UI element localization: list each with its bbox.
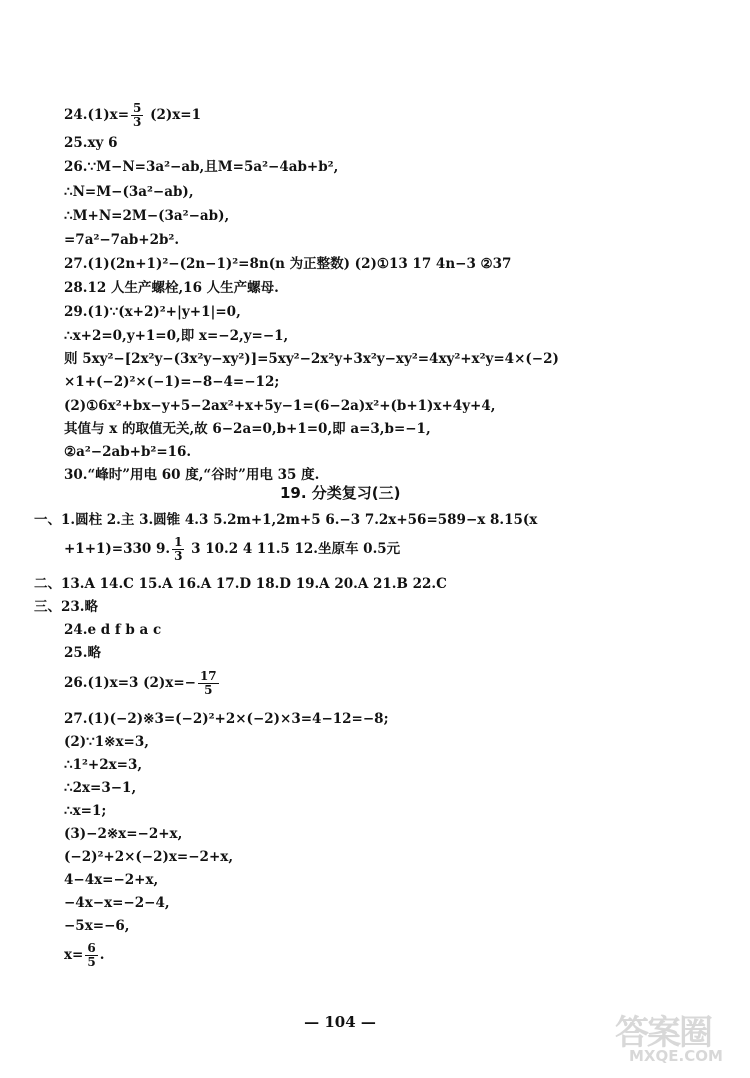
answer-29-line6: 其值与 x 的取值无关,故 6−2a=0,b+1=0,即 a=3,b=−1, [64, 421, 431, 437]
numerator: 17 [199, 669, 217, 683]
answer-27b-line9: −4x−x=−2−4, [64, 895, 170, 911]
denominator: 3 [133, 115, 142, 129]
answer-27b-line6: (3)−2※x=−2+x, [64, 826, 183, 842]
answer-27b-line5: ∴x=1; [64, 803, 107, 819]
answer-28: 28.12 人生产螺栓,16 人生产螺母. [64, 280, 279, 296]
answer-25b: 25.略 [64, 645, 101, 661]
answer-30: 30.“峰时”用电 60 度,“谷时”用电 35 度. [64, 467, 320, 483]
answer-27b-line11 [64, 942, 104, 969]
section-title: 19. 分类复习(三) [280, 484, 401, 502]
denominator: 5 [204, 683, 213, 697]
answer-29-line1: 29.(1)∵(x+2)²+|y+1|=0, [64, 304, 241, 320]
part1-line1: 一、1.圆柱 2.主 3.圆锥 4.3 5.2m+1,2m+5 6.−3 7.2x+56=589−x 8.15(x [34, 512, 538, 528]
answer-26b [64, 670, 221, 697]
answer-29-line5: (2)①6x²+bx−y+5−2ax²+x+5y−1=(6−2a)x²+(b+1)x+4y+4, [64, 398, 496, 414]
part3-q23: 三、23.略 [34, 599, 98, 615]
denominator: 5 [87, 955, 96, 969]
answer-text: +1+1)=330 9. [64, 541, 171, 557]
answer-27b-line2: (2)∵1※x=3, [64, 734, 149, 750]
answer-text: . [99, 947, 105, 963]
answer-26-line2: ∴N=M−(3a²−ab), [64, 184, 194, 200]
answer-text: 24.(1)x= [64, 107, 130, 123]
answer-24b: 24.e d f b a c [64, 622, 162, 638]
numerator: 1 [174, 535, 183, 549]
numerator: 6 [87, 941, 96, 955]
answer-text: x= [64, 947, 84, 963]
numerator: 5 [133, 101, 142, 115]
answer-27b-line10: −5x=−6, [64, 918, 130, 934]
fraction [172, 536, 184, 563]
answer-29-line4: ×1+(−2)²×(−1)=−8−4=−12; [64, 374, 280, 390]
answer-text: 3 10.2 4 11.5 12.坐原车 0.5元 [186, 541, 401, 557]
fraction [131, 102, 143, 129]
answer-26-line3: ∴M+N=2M−(3a²−ab), [64, 208, 230, 224]
part1-line2 [64, 536, 400, 563]
answer-27b-line4: ∴2x=3−1, [64, 780, 137, 796]
answer-25: 25.xy 6 [64, 135, 118, 151]
answer-24 [64, 102, 201, 129]
answer-27b-line8: 4−4x=−2+x, [64, 872, 159, 888]
watermark-line1: 答案圈 [615, 1013, 711, 1053]
answer-29-line7: ②a²−2ab+b²=16. [64, 444, 192, 460]
answer-text: (2)x=1 [145, 107, 201, 123]
denominator: 3 [174, 549, 183, 563]
answer-27b-line3: ∴1²+2x=3, [64, 757, 143, 773]
fraction [198, 670, 219, 697]
part2-choices: 二、13.A 14.C 15.A 16.A 17.D 18.D 19.A 20.A 21.B 22.C [34, 576, 447, 592]
fraction [85, 942, 97, 969]
answer-27b-line7: (−2)²+2×(−2)x=−2+x, [64, 849, 234, 865]
watermark-line2: MXQE.COM [629, 1047, 723, 1065]
answer-26-line1: 26.∵M−N=3a²−ab,且M=5a²−4ab+b², [64, 159, 339, 175]
answer-29-line3: 则 5xy²−[2x²y−(3x²y−xy²)]=5xy²−2x²y+3x²y−xy²=4xy²+x²y=4×(−2) [64, 351, 559, 367]
answer-26-line4: =7a²−7ab+2b². [64, 232, 180, 248]
answer-27: 27.(1)(2n+1)²−(2n−1)²=8n(n 为正整数) (2)①13 17 4n−3 ②37 [64, 256, 512, 272]
answer-text: 26.(1)x=3 (2)x=− [64, 675, 196, 691]
page-number: — 104 — [304, 1013, 376, 1031]
watermark-logo [615, 1005, 743, 1071]
answer-29-line2: ∴x+2=0,y+1=0,即 x=−2,y=−1, [64, 328, 289, 344]
answer-27b-line1: 27.(1)(−2)※3=(−2)²+2×(−2)×3=4−12=−8; [64, 711, 389, 727]
